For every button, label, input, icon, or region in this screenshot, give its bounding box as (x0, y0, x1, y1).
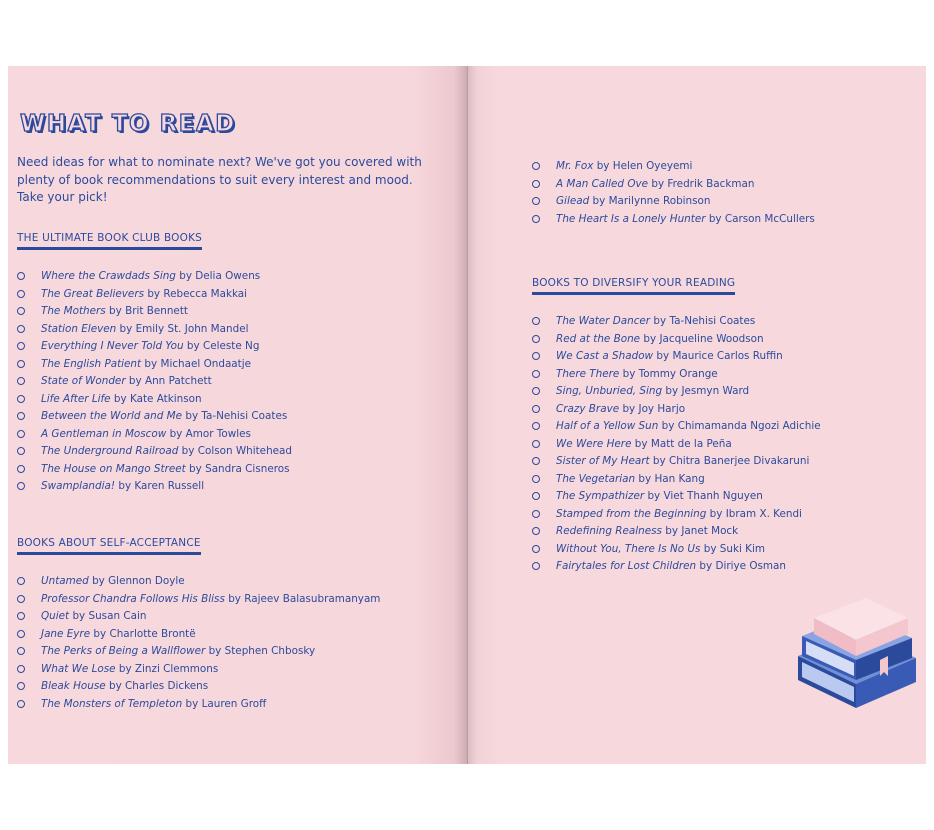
book-title: The House on Mango Street (41, 462, 186, 475)
section-diversify (532, 271, 821, 577)
book-title: Red at the Bone (556, 332, 641, 345)
book-author: Stephen Chbosky (224, 645, 316, 657)
checkbox-circle-icon[interactable] (532, 475, 540, 483)
book-list (17, 269, 292, 497)
by-connector: by (596, 160, 610, 172)
page-title: WHAT TO READ (20, 111, 236, 137)
by-connector: by (113, 392, 127, 405)
book-item (17, 592, 380, 610)
book-title: Gilead (556, 195, 590, 207)
book-item (17, 287, 292, 305)
book-item (532, 507, 821, 525)
book-title: Quiet (41, 610, 70, 622)
by-connector: by (661, 420, 675, 432)
checkbox-circle-icon[interactable] (532, 457, 540, 465)
book-title: The Great Believers (41, 287, 145, 300)
book-author: Charlotte Brontë (109, 627, 196, 640)
by-connector: by (119, 322, 133, 335)
book-item (532, 332, 821, 350)
book-item (532, 489, 821, 507)
book-item (17, 679, 380, 697)
book-item (532, 402, 821, 420)
book-title: The Underground Railroad (41, 445, 179, 457)
book-list (532, 314, 821, 577)
book-item (17, 374, 292, 392)
checkbox-circle-icon[interactable] (17, 682, 25, 690)
book-item (17, 427, 292, 445)
book-author: Zinzi Clemmons (134, 662, 219, 675)
book-item (532, 559, 821, 577)
book-title: Untamed (41, 575, 89, 587)
checkbox-circle-icon[interactable] (17, 447, 25, 455)
checkbox-circle-icon[interactable] (532, 405, 540, 413)
by-connector: by (638, 472, 652, 485)
book-item (17, 357, 292, 375)
checkbox-circle-icon[interactable] (532, 317, 540, 325)
checkbox-circle-icon[interactable] (17, 290, 25, 298)
checkbox-circle-icon[interactable] (17, 630, 25, 638)
book-item (532, 384, 821, 402)
section-ultimate-book-club (17, 226, 292, 497)
book-item (17, 479, 292, 497)
checkbox-circle-icon[interactable] (532, 440, 540, 448)
book-author: Rebecca Makkai (163, 287, 248, 300)
section-heading: BOOKS ABOUT SELF-ACCEPTANCE (17, 537, 201, 555)
book-title: We Cast a Shadow (556, 350, 654, 362)
book-title: Sing, Unburied, Sing (556, 385, 663, 397)
book-title: Bleak House (41, 680, 106, 692)
by-connector: by (189, 462, 202, 475)
by-connector: by (92, 575, 105, 587)
book-title: Crazy Brave (556, 402, 620, 415)
book-item (17, 444, 292, 462)
book-item (17, 697, 380, 715)
checkbox-circle-icon[interactable] (17, 395, 25, 403)
book-author: Jesmyn Ward (681, 385, 750, 397)
book-title: The Water Dancer (556, 315, 651, 327)
book-author: Susan Cain (88, 610, 147, 622)
checkbox-circle-icon[interactable] (532, 215, 540, 223)
book-item (17, 662, 380, 680)
book-item (532, 454, 821, 472)
book-title: A Gentleman in Moscow (41, 427, 167, 440)
book-item (532, 472, 821, 490)
book-title: Swamplandia! (41, 480, 116, 492)
checkbox-circle-icon[interactable] (17, 377, 25, 385)
book-item (532, 367, 821, 385)
book-author: Kate Atkinson (129, 392, 202, 405)
by-connector: by (653, 315, 667, 327)
checkbox-circle-icon[interactable] (17, 595, 25, 603)
checkbox-circle-icon[interactable] (532, 162, 540, 170)
by-connector: by (108, 680, 122, 692)
book-title: A Man Called Ove (556, 177, 649, 190)
by-connector: by (181, 445, 195, 457)
book-item (17, 269, 292, 287)
book-author: Ibram X. Kendi (725, 507, 802, 520)
by-connector: by (652, 455, 666, 467)
book-author: Chimamanda Ngozi Adichie (677, 420, 821, 432)
checkbox-circle-icon[interactable] (17, 307, 25, 315)
book-author: Sandra Cisneros (205, 462, 290, 475)
book-title: Professor Chandra Follows His Bliss (41, 592, 225, 605)
book-author: Viet Thanh Nguyen (663, 490, 763, 502)
by-connector: by (665, 525, 679, 537)
by-connector: by (185, 697, 199, 710)
book-author: Lauren Groff (201, 697, 267, 710)
book-title: The English Patient (41, 357, 142, 370)
book-stack-icon (788, 596, 918, 716)
book-author: Michael Ondaatje (160, 357, 252, 370)
by-connector: by (228, 592, 241, 605)
checkbox-circle-icon[interactable] (532, 510, 540, 518)
book-item (17, 627, 380, 645)
book-item (532, 542, 821, 560)
by-connector: by (703, 542, 717, 555)
checkbox-circle-icon[interactable] (17, 465, 25, 473)
by-connector: by (186, 340, 200, 352)
book-author: Tommy Orange (638, 367, 718, 380)
book-author: Marilynne Robinson (608, 195, 711, 207)
book-item (17, 462, 292, 480)
checkbox-circle-icon[interactable] (17, 647, 25, 655)
book-item (532, 194, 815, 212)
checkbox-circle-icon[interactable] (532, 562, 540, 570)
book-title: The Monsters of Templeton (41, 697, 183, 710)
by-connector: by (93, 627, 107, 640)
book-list (17, 574, 380, 714)
book-title: Redefining Realness (556, 525, 662, 537)
by-connector: by (118, 480, 132, 492)
book-author: Glennon Doyle (108, 575, 185, 587)
book-author: Ann Patchett (144, 375, 212, 387)
checkbox-circle-icon[interactable] (17, 272, 25, 280)
book-author: Charles Dickens (125, 680, 209, 692)
by-connector: by (179, 270, 192, 282)
book-author: Jacqueline Woodson (659, 332, 764, 345)
book-item (532, 314, 821, 332)
checkbox-circle-icon[interactable] (17, 342, 25, 350)
book-item (532, 159, 815, 177)
book-author: Rajeev Balasubramanyam (244, 592, 381, 605)
book-item (17, 574, 380, 592)
book-author: Delia Owens (195, 270, 261, 282)
checkbox-circle-icon[interactable] (17, 430, 25, 438)
by-connector: by (592, 195, 606, 207)
book-title: The Vegetarian (556, 472, 636, 485)
left-page (8, 66, 468, 764)
book-item (17, 609, 380, 627)
book-title: Between the World and Me (41, 410, 183, 422)
book-title: There There (556, 367, 620, 380)
intro-paragraph: Need ideas for what to nominate next? We've got you covered with plenty of book recommendations to suit every interest and mood. Take your pick! (17, 155, 422, 204)
by-connector: by (647, 490, 661, 502)
by-connector: by (709, 507, 723, 520)
checkbox-circle-icon[interactable] (17, 665, 25, 673)
book-item (532, 212, 815, 230)
book-author: Ta-Nehisi Coates (669, 315, 756, 327)
book-item (17, 339, 292, 357)
by-connector: by (699, 560, 713, 572)
book-item (532, 524, 821, 542)
checkbox-circle-icon[interactable] (532, 422, 540, 430)
checkbox-circle-icon[interactable] (532, 387, 540, 395)
checkbox-circle-icon[interactable] (17, 577, 25, 585)
book-author: Brit Bennett (125, 305, 188, 317)
book-item (17, 644, 380, 662)
book-author: Celeste Ng (202, 340, 260, 352)
section-continued (532, 159, 815, 229)
book-author: Joy Harjo (638, 402, 686, 415)
book-author: Maurice Carlos Ruffin (672, 350, 783, 362)
checkbox-circle-icon[interactable] (532, 527, 540, 535)
book-author: Chitra Banerjee Divakaruni (668, 455, 810, 467)
book-author: Amor Towles (185, 427, 251, 440)
checkbox-circle-icon[interactable] (17, 482, 25, 490)
book-item (532, 437, 821, 455)
book-item (17, 409, 292, 427)
book-list (532, 159, 815, 229)
checkbox-circle-icon[interactable] (532, 370, 540, 378)
by-connector: by (708, 212, 722, 225)
book-author: Matt de la Peña (650, 437, 732, 450)
book-title: The Sympathizer (556, 490, 645, 502)
by-connector: by (147, 287, 161, 300)
by-connector: by (72, 610, 86, 622)
book-title: Fairytales for Lost Children (556, 560, 697, 572)
section-heading: THE ULTIMATE BOOK CLUB BOOKS (17, 232, 202, 250)
book-author: Carson McCullers (724, 212, 815, 225)
book-author: Janet Mock (681, 525, 739, 537)
by-connector: by (144, 357, 158, 370)
checkbox-circle-icon[interactable] (532, 335, 540, 343)
checkbox-circle-icon[interactable] (532, 492, 540, 500)
book-author: Han Kang (654, 472, 705, 485)
by-connector: by (128, 375, 142, 387)
book-title: Mr. Fox (556, 160, 594, 172)
book-author: Colson Whitehead (197, 445, 293, 457)
book-author: Emily St. John Mandel (135, 322, 249, 335)
book-author: Karen Russell (134, 480, 205, 492)
checkbox-circle-icon[interactable] (17, 612, 25, 620)
section-self-acceptance (17, 531, 380, 714)
book-author: Diriye Osman (715, 560, 787, 572)
by-connector: by (208, 645, 222, 657)
book-title: State of Wonder (41, 375, 126, 387)
book-item (17, 304, 292, 322)
book-title: The Perks of Being a Wallflower (41, 645, 206, 657)
book-title: We Were Here (556, 437, 632, 450)
book-title: Without You, There Is No Us (556, 542, 701, 555)
by-connector: by (622, 367, 636, 380)
checkbox-circle-icon[interactable] (532, 197, 540, 205)
by-connector: by (665, 385, 679, 397)
book-item (532, 349, 821, 367)
section-heading: BOOKS TO DIVERSIFY YOUR READING (532, 277, 735, 295)
checkbox-circle-icon[interactable] (17, 360, 25, 368)
by-connector: by (656, 350, 670, 362)
book-title: Jane Eyre (41, 627, 91, 640)
book-title: Where the Crawdads Sing (41, 270, 176, 282)
by-connector: by (634, 437, 648, 450)
book-item (532, 419, 821, 437)
book-title: Station Eleven (41, 322, 117, 335)
book-author: Helen Oyeyemi (612, 160, 693, 172)
book-title: What We Lose (41, 662, 116, 675)
checkbox-circle-icon[interactable] (17, 700, 25, 708)
by-connector: by (643, 332, 657, 345)
book-title: Everything I Never Told You (41, 340, 184, 352)
book-item (17, 322, 292, 340)
book-author: Suki Kim (719, 542, 766, 555)
checkbox-circle-icon[interactable] (532, 545, 540, 553)
book-title: The Heart Is a Lonely Hunter (556, 212, 706, 225)
by-connector: by (651, 177, 665, 190)
by-connector: by (109, 305, 122, 317)
by-connector: by (185, 410, 199, 422)
book-title: Sister of My Heart (556, 455, 650, 467)
by-connector: by (169, 427, 183, 440)
checkbox-circle-icon[interactable] (532, 352, 540, 360)
book-title: Half of a Yellow Sun (556, 420, 659, 432)
book-author: Ta-Nehisi Coates (201, 410, 288, 422)
checkbox-circle-icon[interactable] (17, 412, 25, 420)
book-title: Life After Life (41, 392, 111, 405)
by-connector: by (622, 402, 636, 415)
by-connector: by (118, 662, 132, 675)
checkbox-circle-icon[interactable] (17, 325, 25, 333)
book-item (532, 177, 815, 195)
book-title: Stamped from the Beginning (556, 507, 707, 520)
book-author: Fredrik Backman (667, 177, 755, 190)
checkbox-circle-icon[interactable] (532, 180, 540, 188)
book-title: The Mothers (41, 305, 106, 317)
book-item (17, 392, 292, 410)
